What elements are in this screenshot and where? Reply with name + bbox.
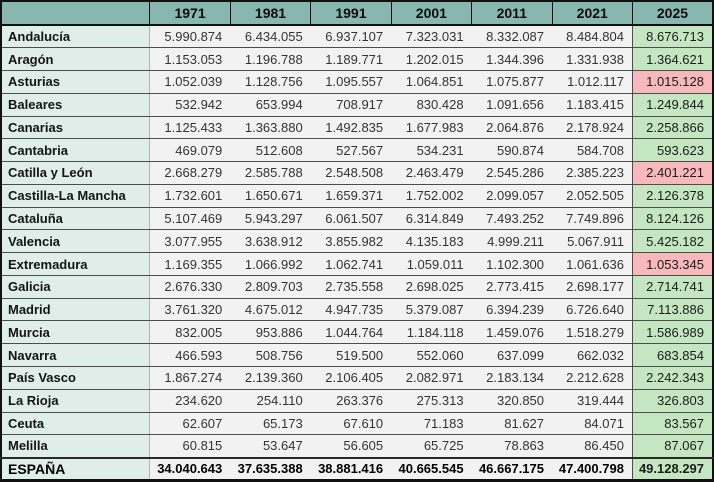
value-cell: 1.061.636: [552, 253, 632, 276]
value-cell: 832.005: [150, 321, 230, 344]
value-cell: 1.363.880: [230, 116, 310, 139]
value-cell: 1.044.764: [311, 321, 391, 344]
value-cell: 2.698.025: [391, 275, 471, 298]
year-header-2021: 2021: [552, 1, 632, 25]
value-cell: 81.627: [472, 412, 552, 435]
value-cell-2025: 326.803: [632, 389, 713, 412]
value-cell: 4.135.183: [391, 230, 471, 253]
value-cell: 7.749.896: [552, 207, 632, 230]
table-row: [1, 412, 713, 435]
value-cell: 86.450: [552, 435, 632, 458]
region-label: Madrid: [1, 298, 150, 321]
value-cell-2025: 2.258.866: [632, 116, 713, 139]
value-cell: 584.708: [552, 139, 632, 162]
region-label: Navarra: [1, 344, 150, 367]
value-cell: 2.106.405: [311, 366, 391, 389]
table-row: [1, 253, 713, 276]
table-row: [1, 48, 713, 71]
table-row: [1, 93, 713, 116]
value-cell: 552.060: [391, 344, 471, 367]
value-cell-2025: 87.067: [632, 435, 713, 458]
year-header-1971: 1971: [150, 1, 230, 25]
value-cell: 2.082.971: [391, 366, 471, 389]
value-cell: 60.815: [150, 435, 230, 458]
value-cell: 2.139.360: [230, 366, 310, 389]
total-row: [1, 458, 713, 481]
value-cell: 2.385.223: [552, 162, 632, 185]
value-cell: 1.102.300: [472, 253, 552, 276]
value-cell: 1.012.117: [552, 71, 632, 94]
region-label: Murcia: [1, 321, 150, 344]
value-cell: 320.850: [472, 389, 552, 412]
value-cell: 1.732.601: [150, 184, 230, 207]
region-label: Asturias: [1, 71, 150, 94]
value-cell: 2.178.924: [552, 116, 632, 139]
value-cell: 38.881.416: [311, 458, 391, 481]
value-cell: 2.735.558: [311, 275, 391, 298]
value-cell: 319.444: [552, 389, 632, 412]
value-cell: 3.761.320: [150, 298, 230, 321]
value-cell: 527.567: [311, 139, 391, 162]
value-cell: 65.725: [391, 435, 471, 458]
region-label: País Vasco: [1, 366, 150, 389]
value-cell: 2.676.330: [150, 275, 230, 298]
value-cell: 2.052.505: [552, 184, 632, 207]
region-label: Aragón: [1, 48, 150, 71]
value-cell: 519.500: [311, 344, 391, 367]
value-cell: 4.947.735: [311, 298, 391, 321]
value-cell: 1.066.992: [230, 253, 310, 276]
value-cell: 1.062.741: [311, 253, 391, 276]
value-cell: 1.128.756: [230, 71, 310, 94]
value-cell-2025: 5.425.182: [632, 230, 713, 253]
value-cell: 263.376: [311, 389, 391, 412]
region-label: Valencia: [1, 230, 150, 253]
year-header-1981: 1981: [230, 1, 310, 25]
value-cell: 1.331.938: [552, 48, 632, 71]
value-cell: 3.638.912: [230, 230, 310, 253]
value-cell-2025: 83.567: [632, 412, 713, 435]
value-cell: 3.077.955: [150, 230, 230, 253]
table-row: [1, 344, 713, 367]
value-cell: 47.400.798: [552, 458, 632, 481]
year-header-2011: 2011: [472, 1, 552, 25]
value-cell: 56.605: [311, 435, 391, 458]
value-cell: 6.314.849: [391, 207, 471, 230]
value-cell: 5.379.087: [391, 298, 471, 321]
table-row: [1, 275, 713, 298]
value-cell: 2.809.703: [230, 275, 310, 298]
value-cell-2025: 1.586.989: [632, 321, 713, 344]
value-cell: 1.459.076: [472, 321, 552, 344]
year-header-1991: 1991: [311, 1, 391, 25]
value-cell: 1.183.415: [552, 93, 632, 116]
value-cell: 532.942: [150, 93, 230, 116]
value-cell: 275.313: [391, 389, 471, 412]
value-cell: 5.943.297: [230, 207, 310, 230]
value-cell: 5.107.469: [150, 207, 230, 230]
value-cell: 46.667.175: [472, 458, 552, 481]
value-cell: 2.548.508: [311, 162, 391, 185]
table-row: [1, 71, 713, 94]
table-row: [1, 162, 713, 185]
value-cell: 78.863: [472, 435, 552, 458]
table-row: [1, 207, 713, 230]
value-cell: 2.183.134: [472, 366, 552, 389]
value-cell: 7.493.252: [472, 207, 552, 230]
table-header: [1, 1, 713, 25]
value-cell: 2.668.279: [150, 162, 230, 185]
value-cell: 5.067.911: [552, 230, 632, 253]
value-cell: 466.593: [150, 344, 230, 367]
value-cell: 1.091.656: [472, 93, 552, 116]
region-label: Ceuta: [1, 412, 150, 435]
value-cell: 512.608: [230, 139, 310, 162]
value-cell: 1.095.557: [311, 71, 391, 94]
region-label: Castilla-La Mancha: [1, 184, 150, 207]
value-cell: 2.545.286: [472, 162, 552, 185]
value-cell: 5.990.874: [150, 25, 230, 48]
region-label: Melilla: [1, 435, 150, 458]
value-cell: 637.099: [472, 344, 552, 367]
value-cell: 590.874: [472, 139, 552, 162]
region-label: Extremadura: [1, 253, 150, 276]
value-cell: 1.064.851: [391, 71, 471, 94]
region-label: Catilla y León: [1, 162, 150, 185]
table-row: [1, 366, 713, 389]
year-header-2001: 2001: [391, 1, 471, 25]
value-cell: 1.189.771: [311, 48, 391, 71]
value-cell-2025: 8.676.713: [632, 25, 713, 48]
value-cell: 1.075.877: [472, 71, 552, 94]
value-cell: 1.052.039: [150, 71, 230, 94]
table-row: [1, 184, 713, 207]
value-cell: 37.635.388: [230, 458, 310, 481]
value-cell: 234.620: [150, 389, 230, 412]
value-cell: 71.183: [391, 412, 471, 435]
value-cell-2025: 7.113.886: [632, 298, 713, 321]
region-label: Baleares: [1, 93, 150, 116]
value-cell: 254.110: [230, 389, 310, 412]
table-row: [1, 139, 713, 162]
value-cell: 534.231: [391, 139, 471, 162]
value-cell: 67.610: [311, 412, 391, 435]
value-cell: 7.323.031: [391, 25, 471, 48]
value-cell: 1.196.788: [230, 48, 310, 71]
value-cell: 62.607: [150, 412, 230, 435]
value-cell: 1.492.835: [311, 116, 391, 139]
table-row: [1, 298, 713, 321]
table-row: [1, 25, 713, 48]
value-cell: 2.773.415: [472, 275, 552, 298]
value-cell: 469.079: [150, 139, 230, 162]
table-row: [1, 389, 713, 412]
value-cell: 2.212.628: [552, 366, 632, 389]
value-cell: 6.726.640: [552, 298, 632, 321]
value-cell: 4.999.211: [472, 230, 552, 253]
value-cell: 1.184.118: [391, 321, 471, 344]
value-cell: 1.752.002: [391, 184, 471, 207]
value-cell: 1.125.433: [150, 116, 230, 139]
corner-cell: [1, 1, 150, 25]
value-cell-2025: 593.623: [632, 139, 713, 162]
value-cell-2025: 683.854: [632, 344, 713, 367]
value-cell: 34.040.643: [150, 458, 230, 481]
value-cell-2025: 8.124.126: [632, 207, 713, 230]
value-cell-2025: 2.242.343: [632, 366, 713, 389]
value-cell: 1.344.396: [472, 48, 552, 71]
value-cell: 2.463.479: [391, 162, 471, 185]
value-cell: 1.650.671: [230, 184, 310, 207]
value-cell-2025: 1.249.844: [632, 93, 713, 116]
value-cell: 953.886: [230, 321, 310, 344]
value-cell: 8.332.087: [472, 25, 552, 48]
value-cell-2025: 49.128.297: [632, 458, 713, 481]
value-cell-2025: 1.364.621: [632, 48, 713, 71]
value-cell: 84.071: [552, 412, 632, 435]
value-cell: 6.394.239: [472, 298, 552, 321]
header-row: [1, 1, 713, 25]
value-cell: 4.675.012: [230, 298, 310, 321]
region-label: Cataluña: [1, 207, 150, 230]
value-cell: 508.756: [230, 344, 310, 367]
value-cell: 830.428: [391, 93, 471, 116]
value-cell-2025: 2.126.378: [632, 184, 713, 207]
value-cell-2025: 2.714.741: [632, 275, 713, 298]
region-label: La Rioja: [1, 389, 150, 412]
value-cell: 1.202.015: [391, 48, 471, 71]
value-cell: 6.061.507: [311, 207, 391, 230]
table-row: [1, 230, 713, 253]
region-label: Canarias: [1, 116, 150, 139]
value-cell: 1.153.053: [150, 48, 230, 71]
table-row: [1, 116, 713, 139]
value-cell: 2.585.788: [230, 162, 310, 185]
region-label: Andalucía: [1, 25, 150, 48]
value-cell: 708.917: [311, 93, 391, 116]
value-cell: 1.059.011: [391, 253, 471, 276]
region-label: ESPAÑA: [1, 458, 150, 481]
table-row: [1, 435, 713, 458]
value-cell: 1.518.279: [552, 321, 632, 344]
value-cell: 8.484.804: [552, 25, 632, 48]
value-cell: 65.173: [230, 412, 310, 435]
value-cell: 53.647: [230, 435, 310, 458]
value-cell-2025: 1.015.128: [632, 71, 713, 94]
value-cell: 2.099.057: [472, 184, 552, 207]
value-cell: 6.434.055: [230, 25, 310, 48]
value-cell: 3.855.982: [311, 230, 391, 253]
region-label: Cantabria: [1, 139, 150, 162]
table-row: [1, 321, 713, 344]
value-cell: 40.665.545: [391, 458, 471, 481]
value-cell: 1.659.371: [311, 184, 391, 207]
value-cell: 662.032: [552, 344, 632, 367]
table-body: [1, 25, 713, 481]
value-cell: 6.937.107: [311, 25, 391, 48]
value-cell: 2.698.177: [552, 275, 632, 298]
value-cell: 1.677.983: [391, 116, 471, 139]
region-label: Galicia: [1, 275, 150, 298]
value-cell: 653.994: [230, 93, 310, 116]
value-cell: 2.064.876: [472, 116, 552, 139]
year-header-2025: 2025: [632, 1, 713, 25]
value-cell-2025: 1.053.345: [632, 253, 713, 276]
value-cell: 1.169.355: [150, 253, 230, 276]
value-cell-2025: 2.401.221: [632, 162, 713, 185]
value-cell: 1.867.274: [150, 366, 230, 389]
